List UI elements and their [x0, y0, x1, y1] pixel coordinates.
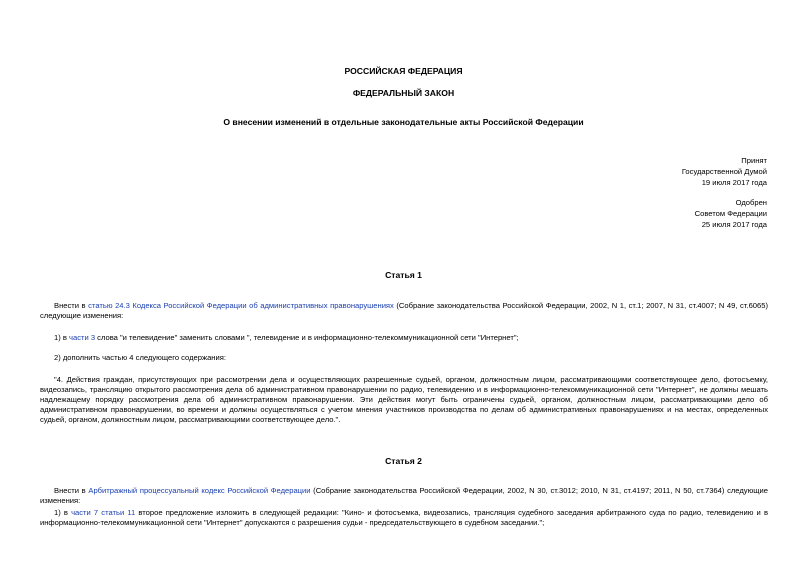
paragraph-text: 2) дополнить частью 4 следующего содержания: [54, 353, 226, 362]
paragraph-text: (Собрание законодательства Российской Федерации, 2002, N 30, ст.3012; 2010, N 31, ст.4197; 2011, N 50, ст.7364) следующие изменения: [40, 486, 768, 505]
paragraph-text: Внести в [54, 301, 89, 310]
article-1-paragraph-1 [40, 301, 768, 321]
paragraph-text: "4. Действия граждан, присутствующих при рассмотрении дела и осуществляющих разрешенные судьей, органом, должностным лицом, рассматривающими соответствующее дело, фотосъемку, видеозапись, трансляцию открытого рассмотрения дела об административном правонарушении по радио, телевидению и в информационно-телекоммуникационной сети "Интернет", не должны мешать надлежащему порядку рассмотрения дела об административном правонарушении. Эти действия могут быть ограничены судьей, органом, должностным лицом, рассматривающими дело об административном правонарушении, во времени и должны осуществляться с учетом мнения участников производства по делам об административных правонарушениях и на местах, определенных судьей, органом, должностным лицом, рассматривающими соответствующее дело.". [40, 375, 768, 424]
article-2-paragraph-1 [40, 486, 768, 506]
law-reference-link[interactable]: статью 24.3 Кодекса Российской Федерации об административных правонарушениях [88, 301, 394, 310]
law-title: О внесении изменений в отдельные законодательные акты Российской Федерации [223, 117, 584, 127]
council-date: 25 июля 2017 года [701, 220, 767, 229]
law-reference-link[interactable]: части 3 [69, 333, 96, 342]
article-1-paragraph-3 [40, 353, 768, 363]
paragraph-text: второе предложение изложить в следующей редакции: "Кино- и фотосъемка, видеозапись, трансляция судебного заседания арбитражного суда по радио, телевидению и в информационно-телекоммуникационной сети "Интернет" допускаются с разрешения судьи - председательствующего в судебном заседании."; [40, 508, 768, 527]
law-reference-link[interactable]: части 7 статьи 11 [71, 508, 136, 517]
paragraph-text: Внести в [54, 486, 89, 495]
article-2-heading: Статья 2 [385, 456, 422, 466]
duma-name: Государственной Думой [681, 167, 767, 176]
paragraph-text: (Собрание законодательства Российской Федерации, 2002, N 1, ст.1; 2007, N 31, ст.4007; N 49, ст.6065) следующие изменения: [40, 301, 768, 320]
article-1-paragraph-4 [40, 375, 768, 425]
duma-adopted-label: Принят [741, 156, 767, 165]
law-type-heading: ФЕДЕРАЛЬНЫЙ ЗАКОН [352, 88, 455, 98]
law-reference-link[interactable]: Арбитражный процессуальный кодекс Российской Федерации [88, 486, 311, 495]
article-1-heading: Статья 1 [385, 270, 422, 280]
country-heading: РОССИЙСКАЯ ФЕДЕРАЦИЯ [344, 66, 463, 76]
article-2-paragraph-2 [40, 508, 768, 528]
duma-adoption-block [567, 156, 767, 189]
council-approval-block [567, 198, 767, 231]
paragraph-text: 1) в [54, 508, 72, 517]
paragraph-text: 1) в [54, 333, 70, 342]
duma-date: 19 июля 2017 года [701, 178, 767, 187]
council-name: Советом Федерации [694, 209, 767, 218]
council-approved-label: Одобрен [735, 198, 767, 207]
paragraph-text: слова "и телевидение" заменить словами ", телевидение и в информационно-телекоммуникационной сети "Интернет"; [95, 333, 519, 342]
article-1-paragraph-2 [40, 333, 768, 343]
